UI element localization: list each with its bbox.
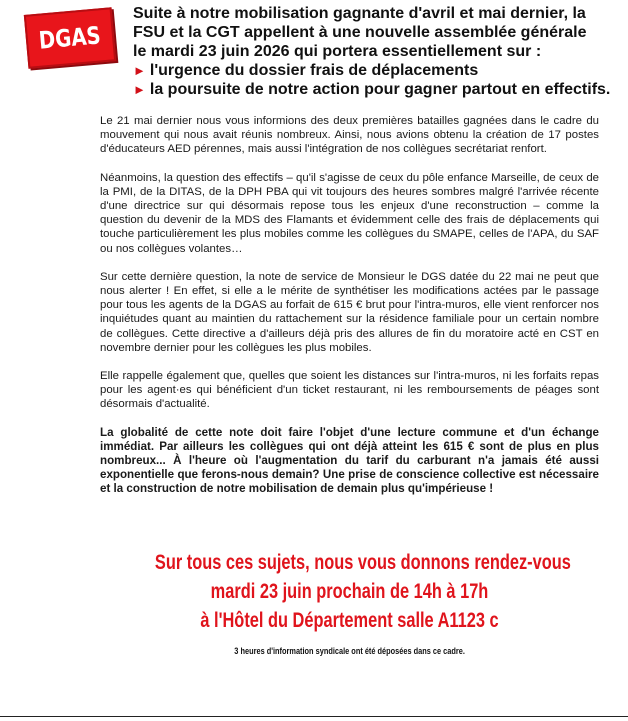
- header-bullet: [133, 80, 613, 99]
- meeting-line: Sur tous ces sujets, nous vous donnons rendez-vous: [154, 551, 571, 574]
- logo-text: DGAS: [37, 21, 103, 55]
- paragraph-emphasis: La globalité de cette note doit faire l'objet d'une lecture commune et d'un échange immédiat. Par ailleurs les collègues qui ont déjà atteint les 615 € sont de plus en plus nombreux... À l'heure où l'augmentation du tarif du carburant n'a jamais été aussi exponentielle que ferons-nous demain? Une prise de conscience collective est nécessaire et la construction de notre mobilisation de demain plus qu'impérieuse !: [100, 425, 599, 496]
- page-bottom-rule: [0, 716, 628, 717]
- meeting-announcement: [100, 548, 599, 635]
- header-announcement: [133, 4, 613, 99]
- header-line: FSU et la CGT appellent à une nouvelle assemblée générale: [133, 24, 587, 41]
- arrow-bullet-icon: ►: [133, 82, 146, 97]
- paragraph: Néanmoins, la question des effectifs – qu'il s'agisse de ceux du pôle enfance Marseille, de ceux de la PMI, de la DITAS, de la DPH PBA qui vit toujours des heures sombres malgré l'arrivée récente d'une directrice sur qui désormais repose tous les enjeux d'une reconstruction – comme la question du devenir de la MDS des Flamants et évidemment celle des frais de déplacements qui touche particulièrement les plus mobiles comme les collègues du SMAPE, celles de l'APA, du SAF ou nos collègues volantes…: [100, 171, 599, 255]
- meeting-line: à l'Hôtel du Département salle A1123 c: [200, 609, 499, 632]
- body-text: [100, 114, 599, 511]
- bullet-text: l'urgence du dossier frais de déplacements: [149, 62, 479, 79]
- paragraph: Elle rappelle également que, quelles que soient les distances sur l'intra-muros, ni les forfaits repas pour les agent·es qui bénéficient d'un ticket restaurant, ni les remboursements de péages sont désormais d'actualité.: [100, 370, 599, 411]
- header-line: Suite à notre mobilisation gagnante d'avril et mai dernier, la: [133, 5, 586, 22]
- meeting-line: mardi 23 juin prochain de 14h à 17h: [210, 580, 489, 603]
- dgas-logo: [24, 7, 116, 68]
- arrow-bullet-icon: ►: [133, 63, 146, 78]
- footnote-text: 3 heures d'information syndicale ont été déposées dans ce cadre.: [234, 646, 465, 656]
- bullet-text: la poursuite de notre action pour gagner partout en effectifs.: [149, 81, 611, 98]
- paragraph: Le 21 mai dernier nous vous informions des deux premières batailles gagnées dans le cadre du mouvement qui nous avait réunis nombreux. Ainsi, nous avions obtenu la création de 17 postes d'éducateurs AED pérennes, mais aussi l'intégration de nos collègues secrétariat renfort.: [100, 115, 599, 156]
- header-line: le mardi 23 juin 2026 qui portera essentiellement sur :: [133, 43, 542, 60]
- header-bullet: [133, 61, 613, 80]
- footnote: [100, 646, 599, 656]
- paragraph: Sur cette dernière question, la note de service de Monsieur le DGS datée du 22 mai ne peut que nous alerter ! En effet, si elle a le mérite de synthétiser les modifications actées par le passage pour tous les agents de la DGAS au forfait de 615 € brut pour l'intra-muros, elle vient renforcer nos inquiétudes quant au maintien du rattachement sur la résidence familiale pour un certain nombre de collègues. Cette directive a d'ailleurs déjà pris des allures de fin du moratoire acté en CST en novembre dernier pour les collègues les plus mobiles.: [100, 270, 599, 354]
